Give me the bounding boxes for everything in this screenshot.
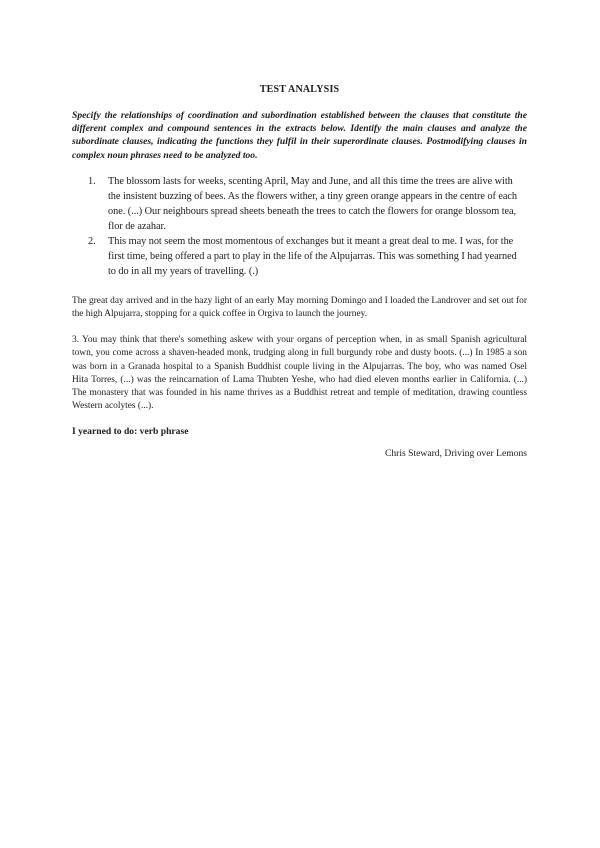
document-title: TEST ANALYSIS (259, 84, 340, 95)
list-item (72, 174, 527, 234)
list-item-text: This may not seem the most momentous of exchanges but it meant a great deal to me. I was, for the first time, being offered a part to play in the life of the Alpujarras. This was something I had yearned to do in all my years of travelling. (.) (108, 235, 517, 277)
extract-paragraph-3: 3. You may think that there's something askew with your organs of perception when, in as small Spanish agricultural town, you come across a shaven-headed monk, trudging along in full burgundy robe and dusty boots. (...) In 1985 a son was born in a Granada hospital to a Spanish Buddhist couple living in the Alpujarras. The boy, who was named Osel Hita Torres, (...) was the reincarnation of Lama Thubten Yeshe, who had died eleven months earlier in California. (...) The monastery that was founded in his name thrives as a Buddhist retreat and temple of meditation, drawing countless Western acolytes (...). (72, 335, 527, 412)
list-item (72, 234, 527, 279)
extracts-list (72, 174, 527, 279)
source-citation: Chris Steward, Driving over Lemons (384, 448, 527, 460)
list-item-number: 2. (88, 235, 96, 247)
list-item-text: The blossom lasts for weeks, scenting April, May and June, and all this time the trees are alive with the insistent buzzing of bees. As the flowers wither, a tiny green orange appears in the centre of each one. (...) Our neighbours spread sheets beneath the trees to catch the flowers for orange blossom tea, flor de azahar. (108, 175, 518, 232)
document-page (72, 84, 527, 459)
list-item-number: 1. (88, 175, 96, 187)
analysis-note: I yearned to do: verb phrase (72, 426, 189, 438)
extract-paragraph-great-day: The great day arrived and in the hazy light of an early May morning Domingo and I loaded the Landrover and set out for the high Alpujarra, stopping for a quick coffee in Orgiva to launch the journey. (72, 295, 527, 320)
instructions-paragraph: Specify the relationships of coordination and subordination established between the clauses that constitute the different complex and compound sentences in the extracts below. Identify the main clauses and analyze the subordinate clauses, indicating the functions they fulfil in their superordinate clauses. Postmodifying clauses in complex noun phrases need to be analyzed too. (72, 110, 527, 161)
